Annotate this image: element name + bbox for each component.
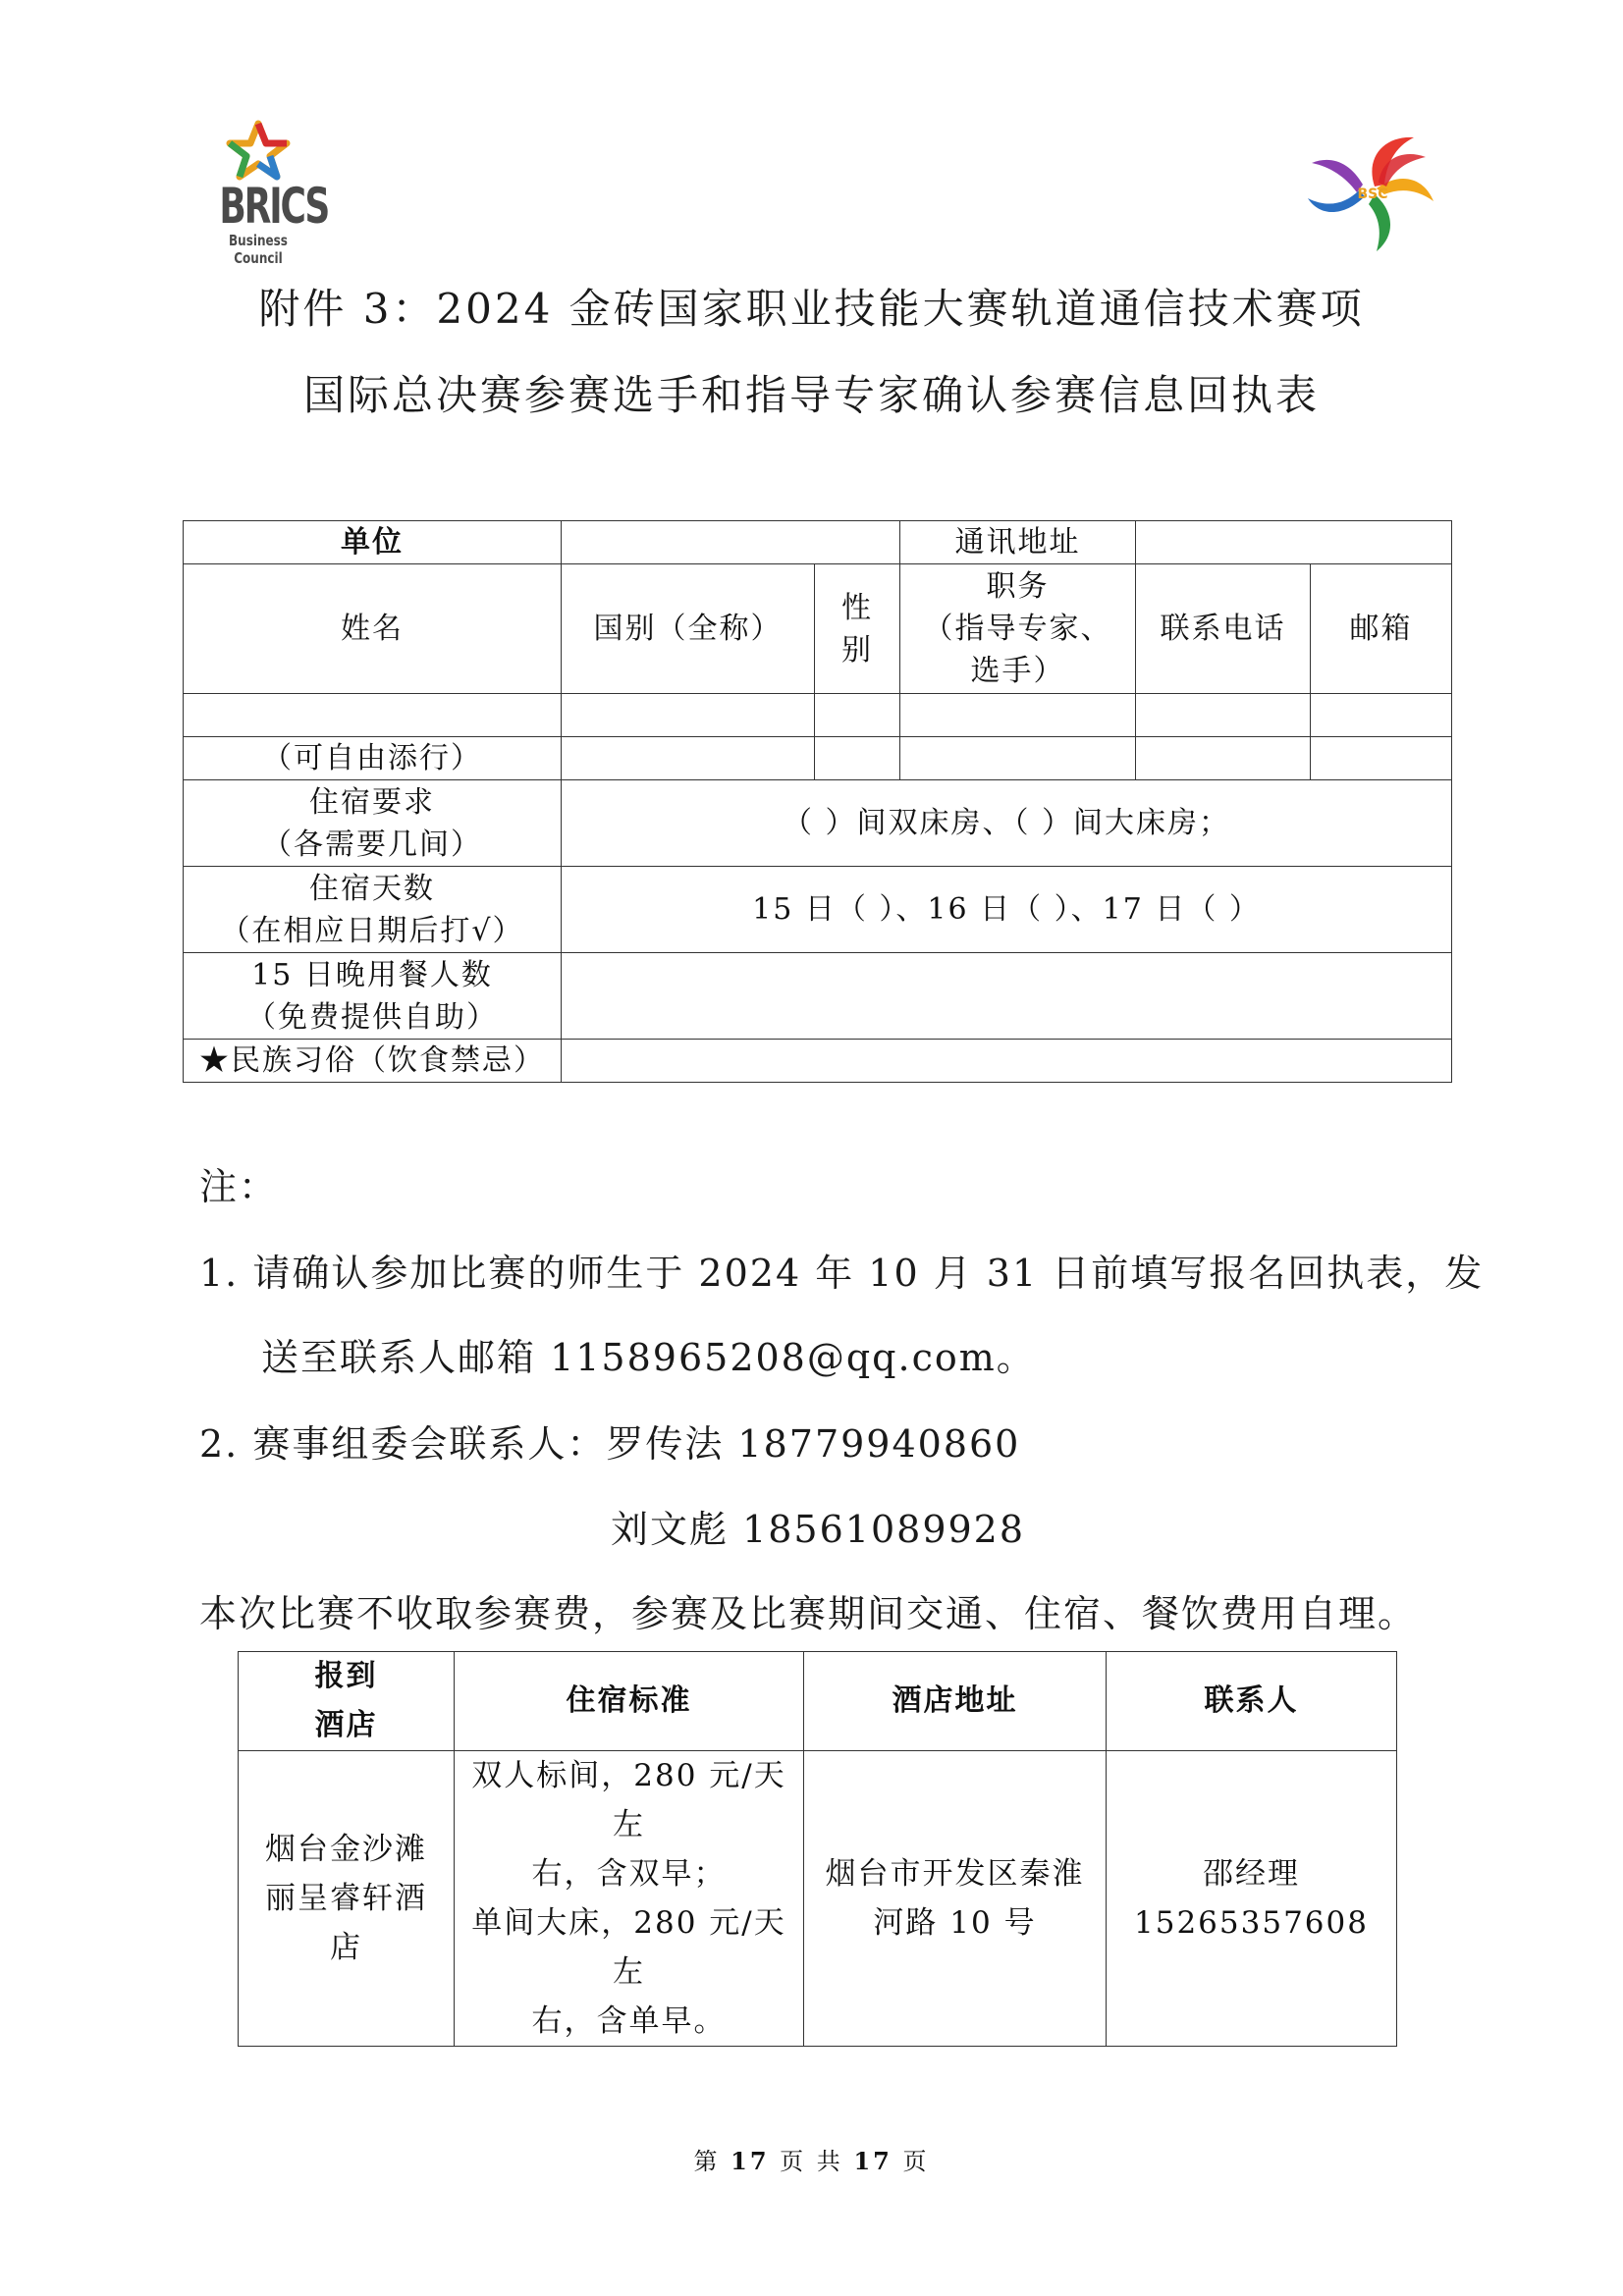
table-row [184, 867, 1452, 953]
customs-label: ★民族习俗（饮食禁忌） [184, 1040, 562, 1083]
footer-suffix: 页 [902, 2148, 930, 2175]
note-item-2-line-1: 2. 赛事组委会联系人：罗传法 18779940860 [199, 1422, 1021, 1466]
notes-heading: 注： [199, 1165, 279, 1208]
email-header: 邮箱 [1311, 564, 1452, 694]
bsc-logo [1306, 128, 1435, 253]
hotel-name-line-3: 店 [330, 1930, 362, 1965]
note-item-2-line-2: 刘文彪 18561089928 [611, 1508, 1026, 1551]
dinner-label-line-2: （免费提供自助） [246, 999, 498, 1035]
hotel-address-line-2: 河路 10 号 [873, 1905, 1037, 1941]
contact-cell [1107, 1751, 1397, 2047]
table-row [184, 737, 1452, 780]
hotel-address-line-1: 烟台市开发区秦淮 [825, 1856, 1085, 1892]
table-header-row [184, 564, 1452, 694]
contact-header: 联系人 [1107, 1652, 1397, 1751]
standard-cell [455, 1751, 804, 2047]
hotel-name-line-2: 丽呈睿轩酒 [265, 1881, 427, 1916]
table-row [184, 521, 1452, 564]
brics-logo [204, 120, 329, 267]
hotel-name-cell [239, 1751, 455, 2047]
hotel-name-line-1: 烟台金沙滩 [265, 1832, 427, 1867]
page-title-line-1: 附件 3：2024 金砖国家职业技能大赛轨道通信技术赛项 [258, 285, 1365, 333]
footer-total-pages: 17 [853, 2147, 893, 2175]
hotel-address-cell [804, 1751, 1107, 2047]
position-header-line-1: 职务 [986, 569, 1050, 604]
name-header: 姓名 [184, 564, 562, 694]
address-label: 通讯地址 [900, 521, 1136, 564]
position-header-line-2: （指导专家、 [923, 612, 1112, 646]
table-row [184, 953, 1452, 1040]
add-rows-label: （可自由添行） [184, 737, 562, 780]
bsc-swirl-icon [1306, 128, 1435, 253]
position-header [900, 564, 1136, 694]
gender-cell[interactable] [815, 694, 900, 737]
page-footer [0, 2142, 1623, 2176]
customs-field[interactable] [562, 1040, 1452, 1083]
dinner-label [184, 953, 562, 1040]
contact-name: 邵经理 [1203, 1856, 1300, 1892]
gender-header-line-1: 性 [841, 590, 873, 625]
hotel-address-header: 酒店地址 [804, 1652, 1107, 1751]
phone-cell[interactable] [1136, 737, 1311, 780]
brics-logo-text: BRICS [219, 178, 329, 235]
gender-header [815, 564, 900, 694]
accommodation-label-line-1: 住宿要求 [309, 784, 435, 820]
standard-line-2: 右，含双早； [531, 1856, 727, 1892]
accommodation-value[interactable]: （ ）间双床房、（ ）间大床房； [562, 780, 1452, 867]
stay-days-label [184, 867, 562, 953]
hotel-header-line-2: 酒店 [314, 1708, 378, 1742]
standard-line-1: 双人标间，280 元/天左 [471, 1758, 786, 1842]
footer-prefix: 第 [693, 2148, 721, 2175]
table-row [184, 694, 1452, 737]
standard-line-3: 单间大床，280 元/天左 [471, 1905, 786, 1990]
stay-days-value[interactable]: 15 日（ ）、16 日（ ）、17 日（ ） [562, 867, 1452, 953]
fees-note: 本次比赛不收取参赛费，参赛及比赛期间交通、住宿、餐饮费用自理。 [199, 1592, 1418, 1635]
contact-phone: 15265357608 [1134, 1905, 1369, 1941]
phone-cell[interactable] [1136, 694, 1311, 737]
position-cell[interactable] [900, 694, 1136, 737]
note-item-1-line-2: 送至联系人邮箱 1158965208@qq.com。 [261, 1336, 1036, 1379]
bsc-logo-text: BSC [1357, 187, 1388, 202]
address-field[interactable] [1136, 521, 1452, 564]
dinner-label-line-1: 15 日晚用餐人数 [251, 957, 493, 992]
accommodation-label [184, 780, 562, 867]
hotel-header [239, 1652, 455, 1751]
hotel-table [238, 1651, 1397, 2047]
gender-cell[interactable] [815, 737, 900, 780]
position-header-line-3: 选手） [970, 654, 1065, 688]
stay-days-label-line-2: （在相应日期后打√） [220, 913, 524, 948]
dinner-field[interactable] [562, 953, 1452, 1040]
country-cell[interactable] [562, 694, 815, 737]
brics-logo-subtext: Business Council [229, 232, 288, 267]
page-title-line-2: 国际总决赛参赛选手和指导专家确认参赛信息回执表 [302, 371, 1320, 419]
gender-header-line-2: 别 [841, 632, 873, 667]
stay-days-label-line-1: 住宿天数 [309, 871, 435, 906]
email-cell[interactable] [1311, 694, 1452, 737]
unit-field[interactable] [562, 521, 900, 564]
phone-header: 联系电话 [1136, 564, 1311, 694]
position-cell[interactable] [900, 737, 1136, 780]
footer-middle: 页 共 [780, 2148, 843, 2175]
table-row [184, 1040, 1452, 1083]
hotel-table-header-row [239, 1652, 1397, 1751]
unit-label: 单位 [184, 521, 562, 564]
table-row [184, 780, 1452, 867]
registration-form-table [183, 520, 1452, 1083]
accommodation-label-line-2: （各需要几间） [262, 827, 482, 862]
country-header: 国别（全称） [562, 564, 815, 694]
table-row [239, 1751, 1397, 2047]
name-cell[interactable] [184, 694, 562, 737]
footer-page-number: 17 [730, 2147, 770, 2175]
standard-header: 住宿标准 [455, 1652, 804, 1751]
email-cell[interactable] [1311, 737, 1452, 780]
note-item-1-line-1: 1. 请确认参加比赛的师生于 2024 年 10 月 31 日前填写报名回执表，发 [199, 1252, 1485, 1295]
hotel-header-line-1: 报到 [314, 1659, 378, 1693]
standard-line-4: 右，含单早。 [531, 2003, 727, 2039]
brics-star-icon [226, 120, 291, 185]
country-cell[interactable] [562, 737, 815, 780]
